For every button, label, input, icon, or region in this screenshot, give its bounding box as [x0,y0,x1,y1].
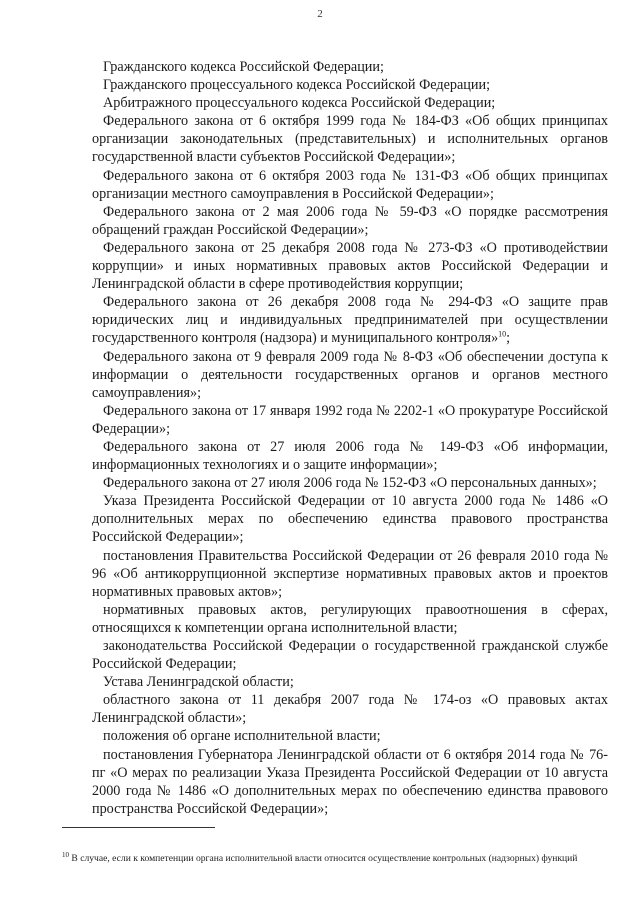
paragraph: положения об органе исполнительной власти; [103,728,381,745]
footnote-separator [62,827,215,828]
footnote-mark: 10 [62,850,69,859]
paragraph: постановления Правительства Российской Федерации от 26 февраля 2010 года № 96 «Об антикоррупционной экспертизе нормативных правовых актов и проектов нормативных правовых актов»; [92,547,608,600]
page-number: 2 [317,8,323,20]
paragraph: Арбитражного процессуального кодекса Российской Федерации; [103,95,496,112]
paragraph: Федерального закона от 6 октября 2003 года № 131-ФЗ «Об общих принципах организации местного самоуправления в Российской Федерации»; [92,167,608,202]
paragraph: областного закона от 11 декабря 2007 года № 174-оз «О правовых актах Ленинградской области»; [92,692,608,727]
paragraph: Федерального закона от 2 мая 2006 года № 59-ФЗ «О порядке рассмотрения обращений граждан Российской Федерации»; [92,203,608,238]
paragraph: нормативных правовых актов, регулирующих правоотношения в сферах, относящихся к компетенции органа исполнительной власти; [92,601,608,636]
paragraph: Федерального закона от 17 января 1992 года № 2202-1 «О прокуратуре Российской Федерации»; [92,402,608,437]
paragraph: Федерального закона от 6 октября 1999 года № 184-ФЗ «Об общих принципах организации законодательных (представительных) и исполнительных органов государственной власти субъектов Российской Федерации»; [92,113,608,166]
paragraph-tail: ; [506,330,511,347]
paragraph: Федерального закона от 25 декабря 2008 года № 273-ФЗ «О противодействии коррупции» и иных нормативных правовых актов Российской Федерации и Ленинградской области в сфере противодействия коррупции; [92,239,608,293]
paragraph: законодательства Российской Федерации о государственной гражданской службе Российской Федерации; [92,638,608,673]
paragraph: постановления Губернатора Ленинградской области от 6 октября 2014 года № 76-пг «О мерах по реализации Указа Президента Российской Федерации от 10 августа 2000 года № 1486 «О дополнительных мерах по обеспечению единства правового пространства Российской Федерации»; [92,746,608,817]
footnote-reference[interactable]: 10 [498,329,507,339]
paragraph: Указа Президента Российской Федерации от 10 августа 2000 года № 1486 «О дополнительных мерах по обеспечению единства правового пространства Российской Федерации»; [92,493,608,546]
paragraph-text: Федерального закона от 26 декабря 2008 года № 294-ФЗ «О защите прав юридических лиц и индивидуальных предпринимателей при осуществлении государственного контроля (надзора) и муниципального контроля» [92,294,608,347]
paragraph: Федерального закона от 27 июля 2006 года № 152-ФЗ «О персональных данных»; [103,475,597,492]
paragraph: Гражданского процессуального кодекса Российской Федерации; [103,77,491,94]
paragraph: Федерального закона от 9 февраля 2009 года № 8-ФЗ «Об обеспечении доступа к информации о деятельности государственных органов и органов местного самоуправления»; [92,348,608,401]
body-text [92,58,608,818]
paragraph [92,293,608,347]
paragraph: Федерального закона от 27 июля 2006 года № 149-ФЗ «Об информации, информационных технологиях и о защите информации»; [92,438,608,474]
paragraph: Гражданского кодекса Российской Федерации; [103,59,384,75]
footnote [62,850,608,866]
footnote-text: В случае, если к компетенции органа исполнительной власти относится осуществление контрольных (надзорных) функций [69,853,578,864]
paragraph: Устава Ленинградской области; [103,674,294,691]
